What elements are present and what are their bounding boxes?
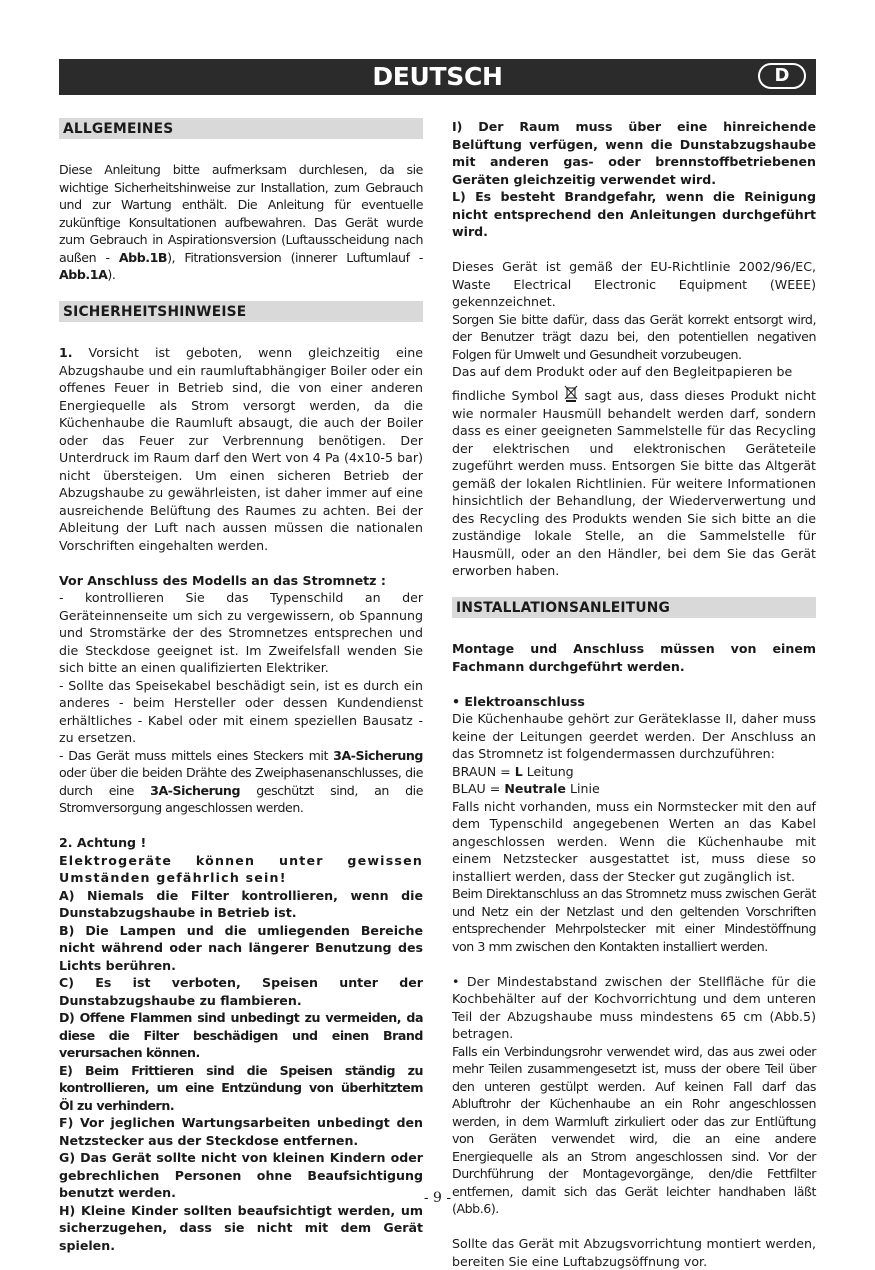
warning-item-d: D) Offene Flammen sind unbedingt zu vermeiden, da diese die Filter beschädigen und einen Brand verursachen können. [59, 1010, 423, 1060]
electrical-paragraph-1: Die Küchenhaube gehört zur Geräteklasse II, daher muss keine der Leitungen geerdet werden. Der Anschluss an das Stromnetz ist folgendermassen durchzuführen: [452, 711, 816, 761]
section-heading-installation: INSTALLATIONSANLEITUNG [452, 597, 816, 618]
safety-paragraph-1: 1. Vorsicht ist geboten, wenn gleichzeitig eine Abzugshaube und ein raumluftabhängiger Boiler oder ein offenes Feuer in Betrieb sind, die von einer anderen Energiequelle als Strom versorgt werden, da die Küchenhaube die Raumluft absaugt, die auch der Boiler oder das Feuer zur Verbrennung benötigen. Der Unterdruck im Raum darf den Wert von 4 Pa (4x10-5 bar) nicht übersteigen. Um einen sicheren Betrieb der Abzugshaube zu gewährleisten, ist daher immer auf eine ausreichende Belüftung des Raumes zu achten. Bei der Ableitung der Luft nach aussen müssen die nationalen Vorschriften eingehalten werden. [59, 345, 423, 553]
language-badge: D [758, 63, 806, 89]
section-heading-sicherheit: SICHERHEITSHINWEISE [59, 301, 423, 322]
warning-item-g: G) Das Gerät sollte nicht von kleinen Kindern oder gebrechlichen Personen ohne Beaufsichtigung benutzt werden. [59, 1150, 423, 1200]
weee-paragraph-2: Sorgen Sie bitte dafür, dass das Gerät korrekt entsorgt wird, der Benutzer trägt dazu bei, den potentiellen negativen Folgen für Umwelt und Gesundheit vorzubeugen. [452, 311, 816, 362]
wire-brown: BRAUN = L Leitung [452, 763, 574, 779]
power-connection-paragraph-1: - kontrollieren Sie das Typenschild an der Geräteinnenseite um sich zu vergewissern, ob Spannung und Stromstärke der des Stromnetzes entsprechen und die Steckdose geeignet ist. Im Zweifelsfall wenden Sie sich bitte an einen qualifizierten Elektriker. [59, 590, 423, 675]
warning-item-b: B) Die Lampen und die umliegenden Bereiche nicht während oder nach längerer Benutzung des Lichts berühren. [59, 922, 423, 973]
distance-paragraph-2: Falls ein Verbindungsrohr verwendet wird, das aus zwei oder mehr Teilen zusammengesetzt ist, muss der obere Teil über den unteren gestülpt werden. Auf keinen Fall darf das Abluftrohr der Küchenhaube an ein Rohr angeschlossen werden, in dem Warmluft zirkuliert oder das zur Entlüftung von Geräten verwendet wird, die an eine andere Energiequelle als an Strom angeschlossen sind. Vor der Durchführung der Montagevorgänge, den/die Fettfilter entfernen, damit sich das Gerät leichter handhaben läßt (Abb.6). [452, 1043, 816, 1216]
electrical-paragraph-2: Falls nicht vorhanden, muss ein Normstecker mit den auf dem Typenschild angegebenen Werten an das Kabel angeschlossen werden. Wenn die Küchenhaube mit einem Netzstecker ausgestattet ist, muss diese so installiert werden, dass der Stecker gut zugänglich ist. [452, 798, 816, 884]
electrical-paragraph-3: Beim Direktanschluss an das Stromnetz muss zwischen Gerät und Netz ein der Netzlast und den geltenden Vorschriften entsprechender Mehrpolstecker mit einer Mindestöffnung von 3 mm zwischen den Kontakten installiert werden. [452, 886, 816, 954]
language-title: DEUTSCH [372, 62, 503, 91]
warning-item-c: C) Es ist verboten, Speisen unter der Dunstabzugshaube zu flambieren. [59, 975, 423, 1008]
warning-item-i: I) Der Raum muss über eine hinreichende Belüftung verfügen, wenn die Dunstabzugshaube mit anderen gas- oder brennstoffbetriebenen Geräten gleichzeitig verwendet wird. [452, 119, 816, 187]
exhaust-paragraph: Sollte das Gerät mit Abzugsvorrichtung montiert werden, bereiten Sie eine Luftabzugsöffnung vor. [452, 1236, 816, 1269]
left-column [59, 118, 423, 1254]
distance-paragraph-1: • Der Mindestabstand zwischen der Stellfläche für die Kochbehälter auf der Kochvorrichtung und dem unteren Teil der Abzugshaube muss mindestens 65 cm (Abb.5) betragen. [452, 973, 816, 1041]
warning-item-f: F) Vor jeglichen Wartungsarbeiten unbedingt den Netzstecker aus der Steckdose entfernen. [59, 1115, 423, 1148]
right-column [452, 118, 816, 1270]
power-connection-paragraph-3: - Das Gerät muss mittels eines Steckers mit 3A-Sicherung oder über die beiden Drähte des Zweiphasenanschlusses, die durch eine 3A-Sicherung geschützt sind, an die Stromversorgung angeschlossen werden. [59, 747, 423, 815]
warning-subtitle: Elektrogeräte können unter gewissen Umständen gefährlich sein! [59, 852, 423, 885]
warning-item-h: H) Kleine Kinder sollten beaufsichtigt werden, um sicherzugehen, dass sie nicht mit dem Gerät spielen. [59, 1202, 423, 1253]
weee-paragraph-4: findliche Symbol sagt aus, dass dieses Produkt nicht wie normaler Hausmüll behandelt werden darf, sondern dass es einer geeigneten Sammelstelle für das Recycling der elektrischen und elektronischen Geräteteile zugeführt werden muss. Entsorgen Sie bitte das Altgerät gemäß der lokalen Richtlinien. Für weitere Informationen hinsichtlich der Behandlung, der Wiederverwertung und des Recycling des Produkts wenden Sie sich bitte an die zuständige lokale Stelle, an die Sammelstelle für Hausmüll, oder an den Händler, bei dem Sie das Gerät erworben haben. [452, 385, 816, 580]
language-header-bar [59, 59, 816, 95]
page-number: - 9 - [423, 1190, 452, 1206]
section-heading-allgemeines: ALLGEMEINES [59, 118, 423, 139]
weee-paragraph-3: Das auf dem Produkt oder auf den Begleitpapieren be [452, 364, 793, 379]
crossed-bin-icon [564, 385, 578, 402]
weee-paragraph-1: Dieses Gerät ist gemäß der EU-Richtlinie 2002/96/EC, Waste Electrical Electronic Equipment (WEEE) gekennzeichnet. [452, 259, 816, 309]
allgemeines-paragraph: Diese Anleitung bitte aufmerksam durchlesen, da sie wichtige Sicherheitshinweise zur Installation, zum Gebrauch und zur Wartung enthält. Die Anleitung für eventuelle zukünftige Konsultationen aufbewahren. Das Gerät wurde zum Gebrauch in Aspirationsversion (Luftausscheidung nach außen - Abb.1B), Fitrationsversion (innerer Luftumlauf - Abb.1A). [59, 162, 423, 282]
wire-blue: BLAU = Neutrale Linie [452, 781, 600, 796]
power-connection-paragraph-2: - Sollte das Speisekabel beschädigt sein, ist es durch ein anderes - beim Hersteller oder dessen Kundendienst erhältliches - Kabel oder mit einem speziellen Bausatz - zu ersetzen. [59, 677, 423, 745]
warning-title: 2. Achtung ! [59, 835, 147, 850]
installation-expert-note: Montage und Anschluss müssen von einem Fachmann durchgeführt werden. [452, 641, 816, 674]
warning-item-e: E) Beim Frittieren sind die Speisen ständig zu kontrollieren, um eine Entzündung von überhitztem Öl zu verhindern. [59, 1062, 423, 1113]
warning-item-a: A) Niemals die Filter kontrollieren, wenn die Dunstabzugshaube in Betrieb ist. [59, 887, 423, 920]
warning-item-l: L) Es besteht Brandgefahr, wenn die Reinigung nicht entsprechend den Anleitungen durchgeführt wird. [452, 189, 816, 239]
electrical-connection-title: • Elektroanschluss [452, 693, 585, 709]
power-connection-heading: Vor Anschluss des Modells an das Stromnetz : [59, 572, 386, 588]
